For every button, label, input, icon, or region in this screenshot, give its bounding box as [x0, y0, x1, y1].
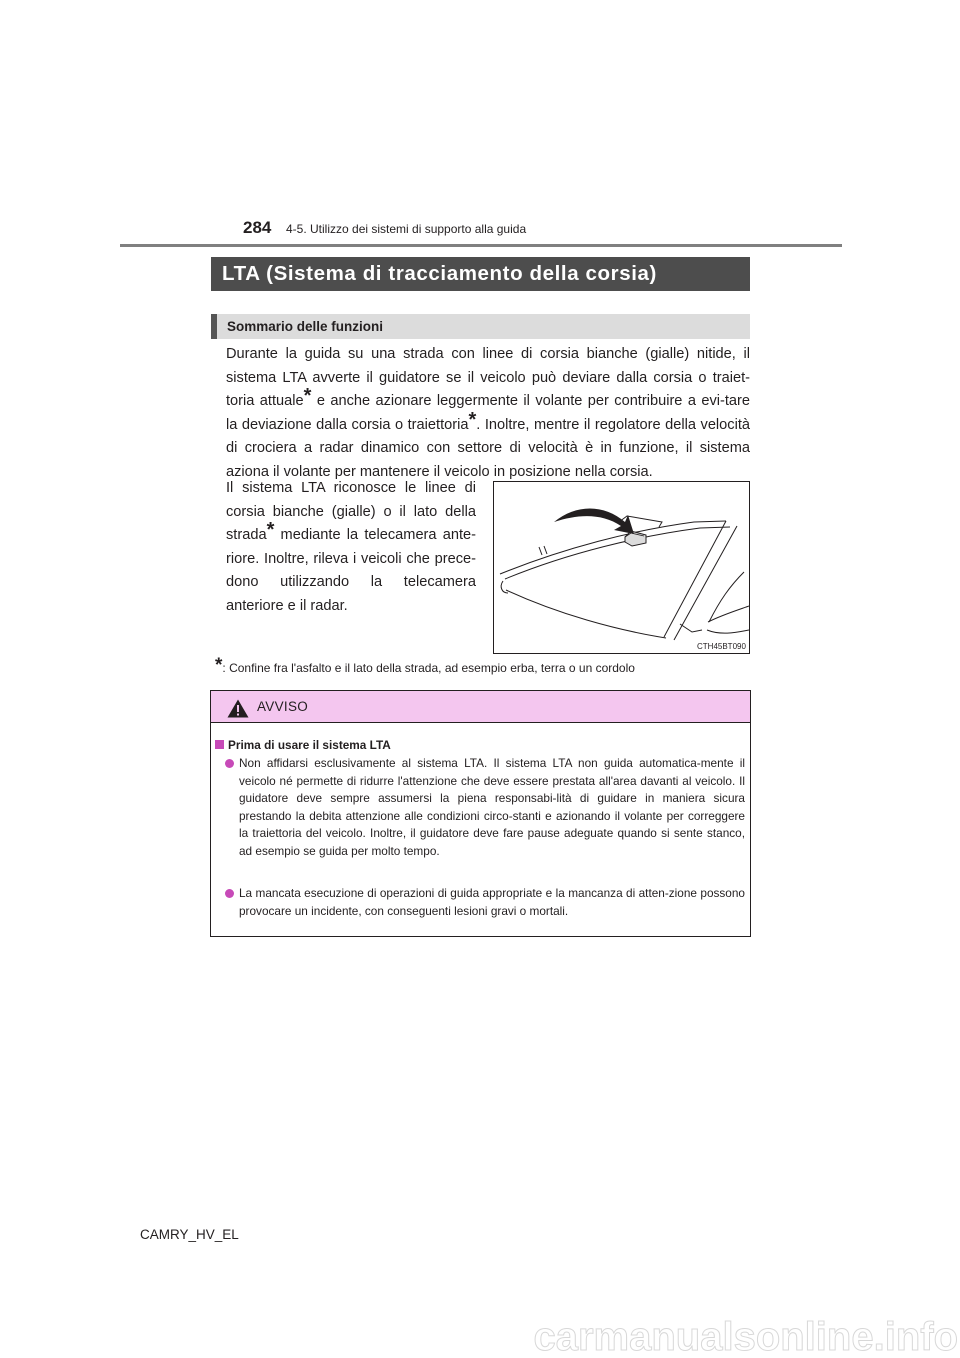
warning-heading: [215, 738, 391, 752]
footnote-marker: *: [303, 385, 312, 408]
warning-triangle-icon: [227, 699, 249, 718]
detection-paragraph: [226, 477, 476, 619]
footnote: [215, 655, 635, 677]
intro-text-1: Durante la guida su una strada con linee di corsia bianche (gialle) nitide, il sistema LTA avverte il guidatore se il veicolo può deviare dalla corsia o traiet-toria attuale: [226, 346, 750, 410]
bullet-dot-icon: [225, 759, 234, 768]
intro-text-3: . Inoltre, mentre il regolatore della velocità di crociera a radar dinamico con settore di velocità è in funzione, il sistema aziona il volante per mantenere il veicolo in posizione nella corsia.: [226, 416, 751, 480]
footnote-asterisk: *: [215, 655, 223, 677]
bullet-dot-icon: [225, 889, 234, 898]
page-number: 284: [243, 218, 272, 237]
warning-box: [210, 690, 751, 937]
intro-text-2: e anche azionare leggermente il volante per contribuire a evi-tare la deviazione dalla corsia o traiettoria: [226, 393, 751, 433]
header-rule: [120, 244, 842, 247]
detection-text-2: mediante la telecamera ante-riore. Inoltre, rileva i veicoli che prece-dono utilizzando la telecamera anteriore e il radar.: [226, 527, 476, 614]
watermark-text: carmanualsonline.info: [533, 1315, 958, 1358]
intro-paragraph: [226, 343, 750, 485]
document-code: CAMRY_HV_EL: [140, 1227, 239, 1242]
warning-heading-text: Prima di usare il sistema LTA: [228, 738, 391, 752]
watermark: [0, 1300, 960, 1358]
figure-code: CTH45BT090: [697, 642, 746, 651]
windshield-camera-figure: [493, 481, 750, 654]
warning-bullet: [225, 755, 745, 861]
windshield-illustration: [494, 482, 749, 653]
footnote-marker: *: [468, 408, 477, 431]
footnote-text: : Confine fra l'asfalto e il lato della strada, ad esempio erba, terra o un cordolo: [222, 661, 635, 675]
section-title: LTA (Sistema di tracciamento della corsia): [211, 257, 750, 291]
detection-text-1: Il sistema LTA riconosce le linee di corsia bianche (gialle) o il lato della strada: [226, 480, 476, 544]
warning-bullet-text: Non affidarsi esclusivamente al sistema LTA. Il sistema LTA non guida automatica-mente il veicolo né permette di ridurre l'attenzione che deve essere prestata all'area davanti al veicolo. Il guidatore deve sempre assumersi la piena responsabi-lità di guidare in maniera sicura prestando la debita attenzione alle condizioni circo-stanti e azionando il volante per correggere la traiettoria del veicolo. Inoltre, il guidatore deve fare pause adeguate quando si sente stanco, ad esempio se guida per molto tempo.: [239, 756, 745, 858]
warning-bullet-text: La mancata esecuzione di operazioni di guida appropriate e la mancanza di atten-zione possono provocare un incidente, con conseguenti lesioni gravi o mortali.: [239, 886, 745, 918]
breadcrumb: 4-5. Utilizzo dei sistemi di supporto alla guida: [286, 222, 527, 236]
warning-header: [211, 691, 750, 723]
square-bullet-icon: [215, 740, 224, 749]
warning-label: AVVISO: [257, 699, 309, 714]
footnote-marker: *: [266, 519, 275, 542]
warning-bullet: [225, 885, 745, 920]
subsection-title: Sommario delle funzioni: [211, 314, 750, 339]
